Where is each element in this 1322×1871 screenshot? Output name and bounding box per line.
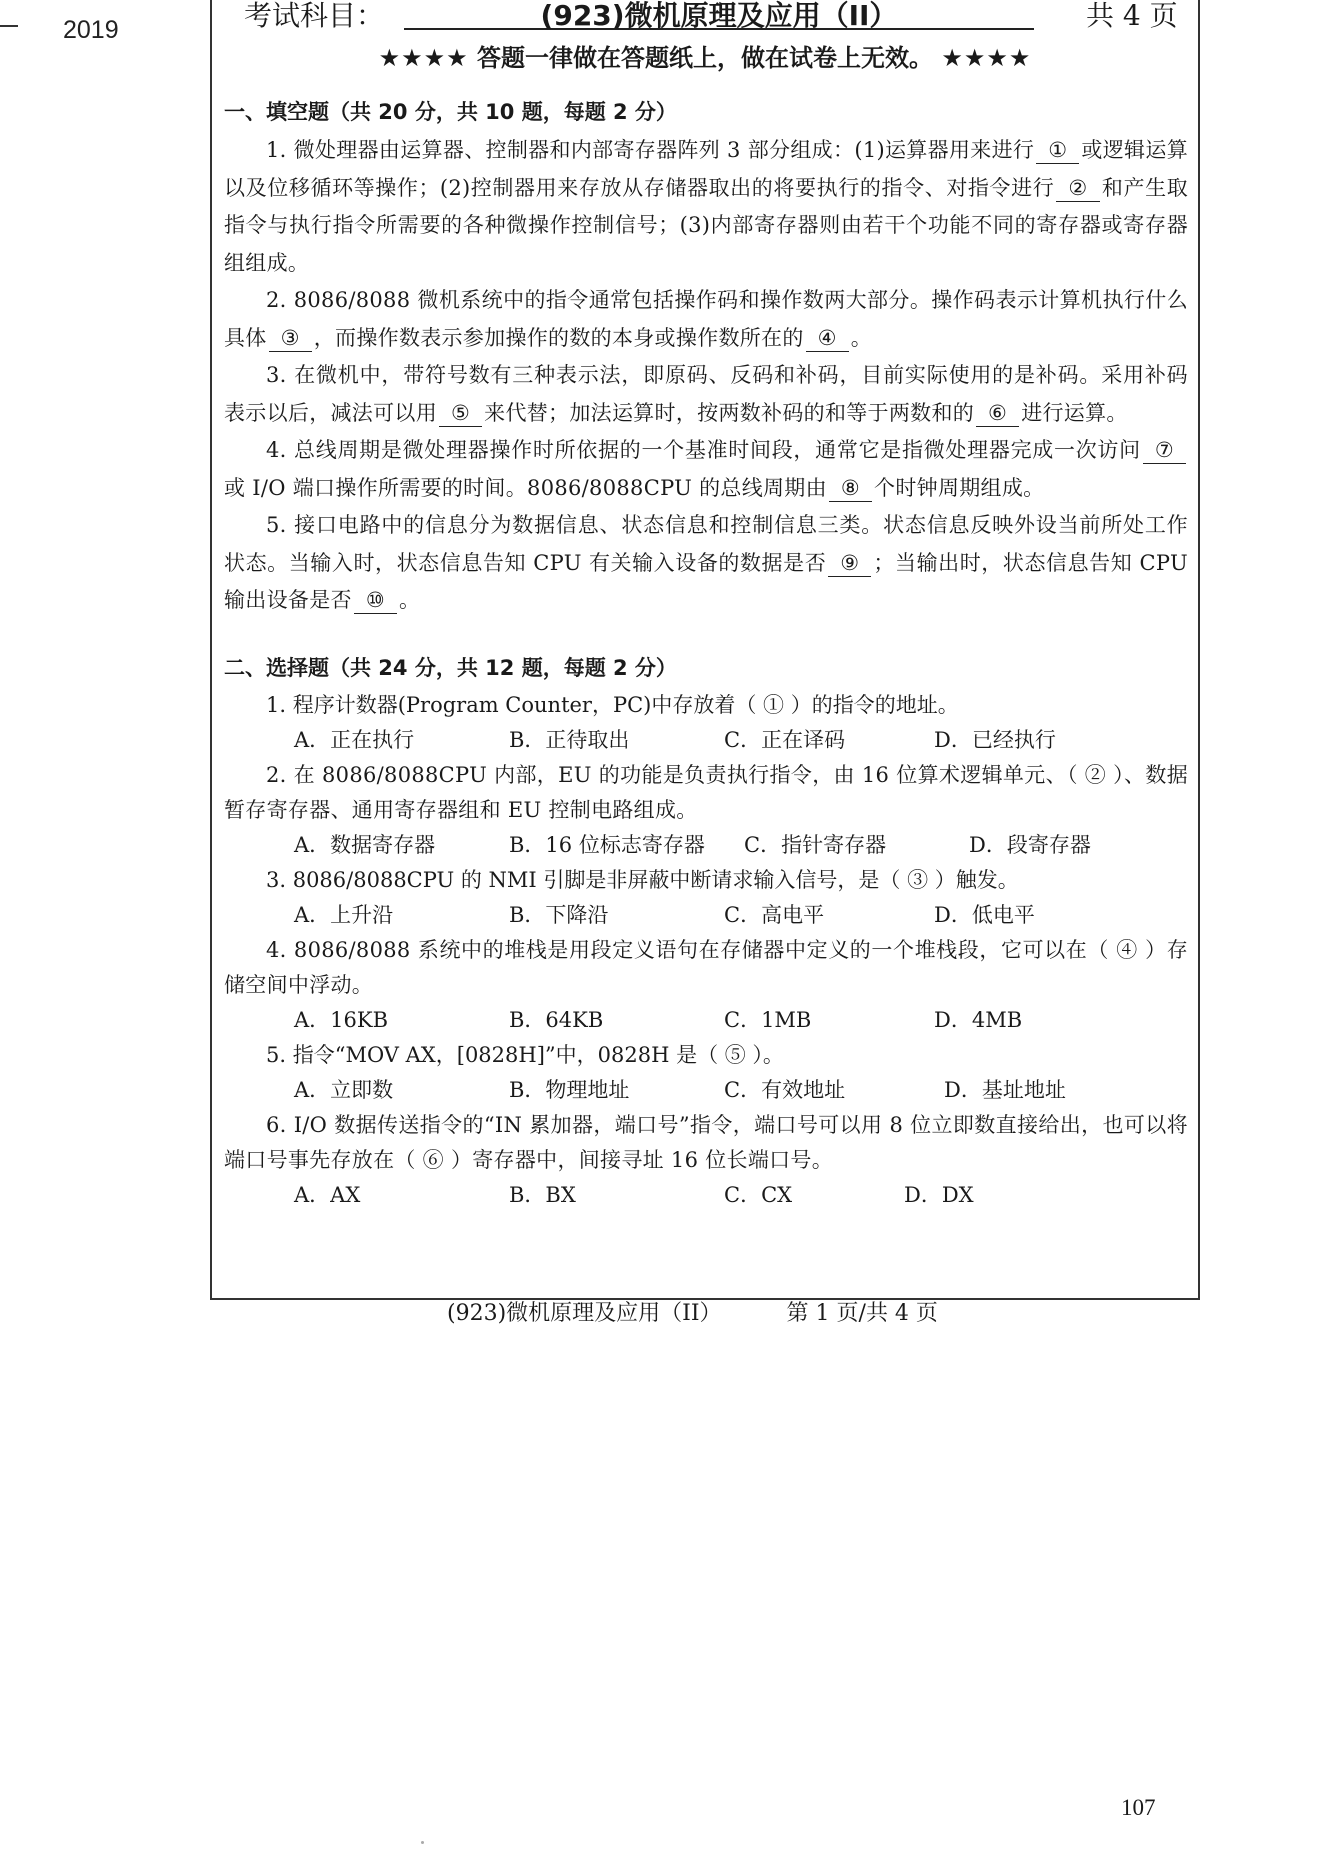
option-a: A．数据寄存器 <box>294 832 436 857</box>
scan-speck <box>421 1841 424 1844</box>
option-b: B．64KB <box>509 1007 604 1032</box>
option-d: D．DX <box>904 1182 974 1207</box>
answer-blank: ③ <box>269 325 312 352</box>
answer-blank: ⑥ <box>976 400 1019 427</box>
subject-label: 考试科目： <box>244 0 385 32</box>
option-c: C．高电平 <box>724 902 825 927</box>
fill-question-3 <box>224 357 1188 432</box>
section-choice-title: 二、选择题（共 24 分，共 12 题，每题 2 分） <box>224 655 677 680</box>
question-text: 1. 微处理器由运算器、控制器和内部寄存器阵列 3 部分组成：(1)运算器用来进行 <box>266 138 1035 162</box>
exam-header <box>244 0 1178 34</box>
option-c: C．1MB <box>724 1007 812 1032</box>
section-fill-blank-title: 一、填空题（共 20 分，共 10 题，每题 2 分） <box>224 100 677 124</box>
question-text: 进行运算。 <box>1021 400 1128 425</box>
choice-question-5: 5. 指令“MOV AX，[0828H]”中，0828H 是（ ⑤ ）。 <box>266 1042 784 1067</box>
fill-question-4 <box>224 432 1188 507</box>
margin-mark <box>0 25 18 27</box>
question-text: 或逻辑运算以及位移循环等操作；(2)控制器用来存放从存储器取出的将要执行的指令、对指令进行 <box>224 138 1188 200</box>
choice-question-1: 1. 程序计数器(Program Counter，PC)中存放着（ ① ）的指令的地址。 <box>266 692 959 717</box>
question-text: 4. 总线周期是微处理器操作时所依据的一个基准时间段，通常它是指微处理器完成一次访问 <box>266 438 1141 462</box>
question-text: 3. 在微机中，带符号数有三种表示法，即原码、反码和补码，目前实际使用的是补码。采用补码表示以后，减法可以用 <box>224 363 1188 425</box>
notice-stars-left: ★★★★ <box>378 44 469 72</box>
choice-question-2: 2. 在 8086/8088CPU 内部，EU 的功能是负责执行指令，由 16 位算术逻辑单元、（ ② ）、数据暂存寄存器、通用寄存器组和 EU 控制电路组成。 <box>224 762 1188 822</box>
option-b: B．16 位标志寄存器 <box>509 832 705 857</box>
notice-text: 答题一律做在答题纸上，做在试卷上无效。 <box>477 44 933 72</box>
answer-blank: ⑦ <box>1143 437 1186 464</box>
exam-body <box>224 92 1188 1213</box>
choice-options-5 <box>224 1073 1188 1108</box>
option-b: B．物理地址 <box>509 1077 630 1102</box>
option-d: D．基址地址 <box>944 1077 1066 1102</box>
option-c: C．CX <box>724 1182 793 1207</box>
choice-question-4: 4. 8086/8088 系统中的堆栈是用段定义语句在存储器中定义的一个堆栈段，它可以在（ ④ ）存储空间中浮动。 <box>224 937 1188 997</box>
page-footer <box>447 1296 938 1327</box>
fill-question-2 <box>224 282 1188 357</box>
notice-stars-right: ★★★★ <box>941 44 1032 72</box>
option-c: C．有效地址 <box>724 1077 846 1102</box>
option-d: D．低电平 <box>934 902 1035 927</box>
option-b: B．正待取出 <box>509 727 630 752</box>
answer-blank: ② <box>1056 175 1099 202</box>
question-text: 。 <box>850 325 873 350</box>
choice-question-3: 3. 8086/8088CPU 的 NMI 引脚是非屏蔽中断请求输入信号，是（ ③ ）触发。 <box>266 867 1019 892</box>
option-a: A．立即数 <box>294 1077 394 1102</box>
option-a: A．正在执行 <box>294 727 415 752</box>
question-text: 和产生取指令与执行指令所需要的各种微操作控制信号；(3)内部寄存器则由若干个功能不同的寄存器或寄存器组组成。 <box>224 175 1188 275</box>
answer-blank: ⑩ <box>354 587 397 614</box>
answer-blank: ⑨ <box>828 550 871 577</box>
option-a: A．AX <box>294 1182 361 1207</box>
question-text: 2. 8086/8088 微机系统中的指令通常包括操作码和操作数两大部分。操作码表示计算机执行什么具体 <box>224 288 1188 350</box>
option-d: D．4MB <box>934 1007 1023 1032</box>
option-b: B．BX <box>509 1182 576 1207</box>
footer-page-indicator: 第 1 页/共 4 页 <box>786 1301 938 1326</box>
choice-options-2 <box>224 828 1188 863</box>
footer-course: (923)微机原理及应用（II） <box>447 1301 722 1326</box>
option-b: B．下降沿 <box>509 902 609 927</box>
fill-question-5 <box>224 507 1188 620</box>
question-text: 个时钟周期组成。 <box>874 475 1045 500</box>
choice-options-3 <box>224 898 1188 933</box>
exam-page <box>210 0 1200 1300</box>
option-c: C．正在译码 <box>724 727 846 752</box>
page-number: 107 <box>1121 1795 1156 1820</box>
answer-notice <box>212 38 1198 73</box>
answer-blank: ⑧ <box>829 475 872 502</box>
option-c: C．指针寄存器 <box>744 832 887 857</box>
question-text: 来代替；加法运算时，按两数补码的和等于两数和的 <box>484 400 975 425</box>
answer-blank: ④ <box>806 325 849 352</box>
choice-options-1 <box>224 723 1188 758</box>
choice-options-4 <box>224 1003 1188 1038</box>
subject-name: (923)微机原理及应用（II） <box>404 0 1034 30</box>
question-text: 5. 接口电路中的信息分为数据信息、状态信息和控制信息三类。状态信息反映外设当前所处工作状态。当输入时，状态信息告知 CPU 有关输入设备的数据是否 <box>224 513 1188 575</box>
answer-blank: ⑤ <box>439 400 482 427</box>
question-text: 或 I/O 端口操作所需要的时间。8086/8088CPU 的总线周期由 <box>224 475 827 500</box>
total-pages: 共 4 页 <box>1086 0 1178 32</box>
option-d: D．已经执行 <box>934 727 1056 752</box>
answer-blank: ① <box>1036 137 1079 164</box>
option-d: D．段寄存器 <box>969 832 1091 857</box>
choice-question-6: 6. I/O 数据传送指令的“IN 累加器，端口号”指令，端口号可以用 8 位立即数直接给出，也可以将端口号事先存放在（ ⑥ ）寄存器中，间接寻址 16 位长端口号。 <box>224 1112 1188 1172</box>
choice-options-6 <box>224 1178 1188 1213</box>
option-a: A．16KB <box>294 1007 389 1032</box>
option-a: A．上升沿 <box>294 902 394 927</box>
fill-question-1 <box>224 132 1188 282</box>
question-text: ；当输出时，状态信息告知 CPU 输出设备是否 <box>224 550 1188 612</box>
year-label: 2019 <box>63 16 119 44</box>
question-text: ，而操作数表示参加操作的数的本身或操作数所在的 <box>313 325 804 350</box>
question-text: 。 <box>398 588 421 612</box>
